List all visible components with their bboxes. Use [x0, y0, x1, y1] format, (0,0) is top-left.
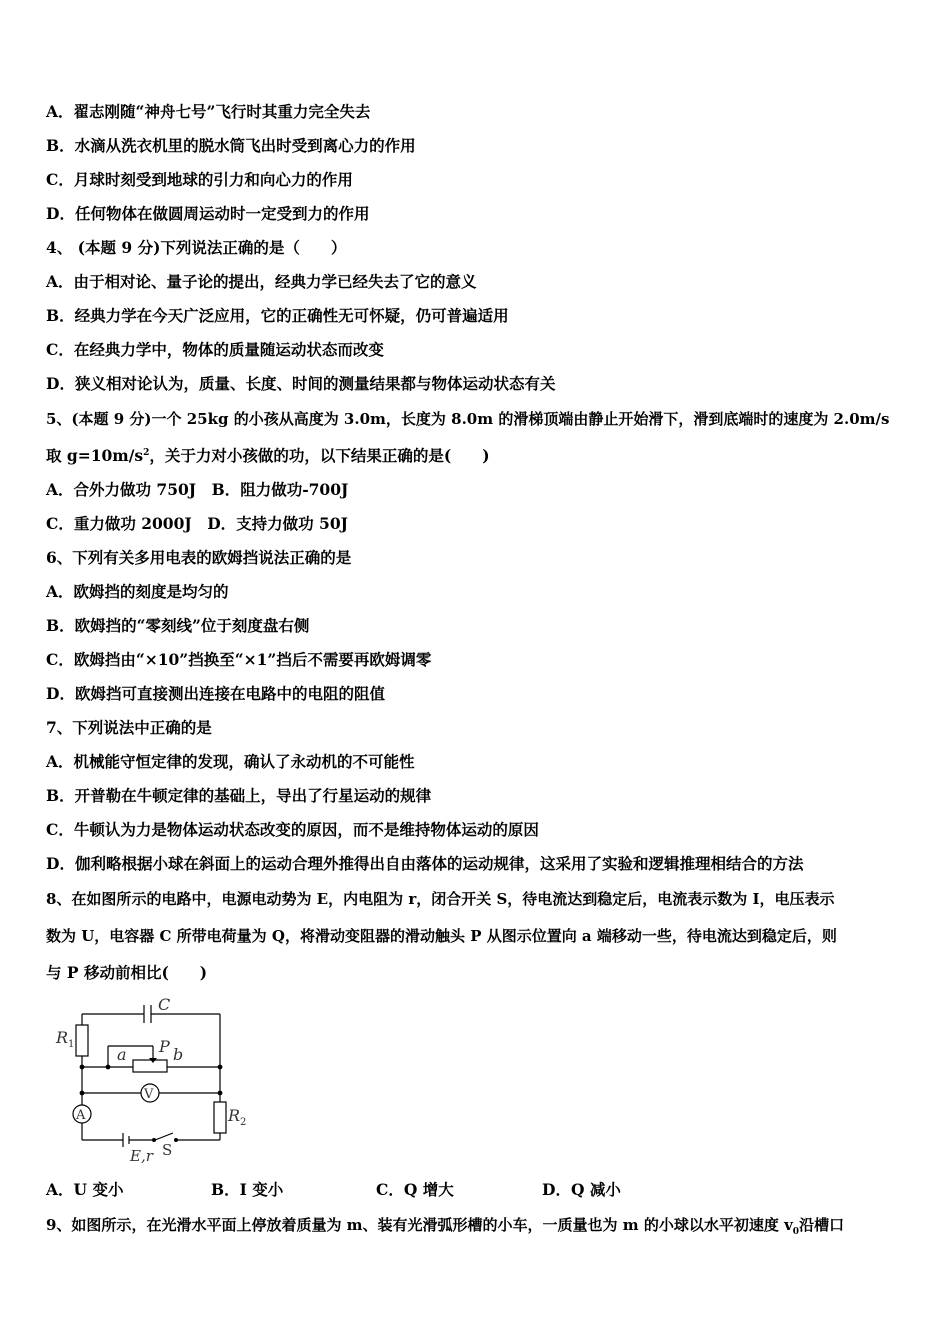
q5-options-cd: C．重力做功 2000J D．支持力做功 50J [46, 514, 348, 533]
q8-option-b: B．I 变小 [211, 1180, 284, 1199]
q8-stem-line3: 与 P 移动前相比( ) [46, 963, 208, 982]
q5-options-ab: A．合外力做功 750J B．阻力做功-700J [46, 480, 349, 499]
q7-option-a: A．机械能守恒定律的发现，确认了永动机的不可能性 [46, 752, 415, 771]
r1-label: $R_1$ [56, 1028, 75, 1050]
q8-stem-line2: 数为 U，电容器 C 所带电荷量为 Q，将滑动变阻器的滑动触头 P 从图示位置向 a 端移动一些，待电流达到稳定后，则 [46, 927, 837, 945]
q4-option-b: B．经典力学在今天广泛应用，它的正确性无可怀疑，仍可普遍适用 [46, 306, 509, 325]
q7-option-c: C．牛顿认为力是物体运动状态改变的原因，而不是维持物体运动的原因 [46, 820, 539, 839]
q3-option-d: D．任何物体在做圆周运动时一定受到力的作用 [46, 204, 370, 223]
q6-option-d: D．欧姆挡可直接测出连接在电路中的电阻的阻值 [46, 684, 385, 703]
q7-option-d: D．伽利略根据小球在斜面上的运动合理外推得出自由落体的运动规律，这采用了实验和逻辑推理相结合的方法 [46, 854, 804, 873]
q4-option-a: A．由于相对论、量子论的提出，经典力学已经失去了它的意义 [46, 272, 477, 291]
q6-option-a: A．欧姆挡的刻度是均匀的 [46, 582, 229, 601]
q5-stem-line2: 取 $g=10m/s^2$，关于力对小孩做的功，以下结果正确的是( ) [46, 446, 490, 465]
q8-option-d: D．Q 减小 [542, 1180, 621, 1199]
q7-option-b: B．开普勒在牛顿定律的基础上，导出了行星运动的规律 [46, 786, 432, 805]
q5-stem-line1: 5、(本题 9 分)一个 25kg 的小孩从高度为 3.0m，长度为 8.0m 的滑梯顶端由静止开始滑下，滑到底端时的速度为 2.0m/s [46, 410, 890, 428]
q8-option-a: A．U 变小 [46, 1180, 124, 1199]
q4-stem: 4、 (本题 9 分)下列说法正确的是（ ） [46, 238, 347, 257]
voltmeter-label: V [144, 1087, 154, 1102]
circuit-diagram [50, 990, 260, 1170]
terminal-b-label: b [173, 1045, 184, 1064]
q3-option-a: A．翟志刚随“神舟七号”飞行时其重力完全失去 [46, 102, 371, 121]
q8-stem-line1: 8、在如图所示的电路中，电源电动势为 E，内电阻为 r，闭合开关 S，待电流达到稳定后，电流表示数为 I，电压表示 [46, 890, 835, 908]
q3-option-b: B．水滴从洗衣机里的脱水筒飞出时受到离心力的作用 [46, 136, 416, 155]
q3-option-c: C．月球时刻受到地球的引力和向心力的作用 [46, 170, 353, 189]
capacitor-label: C [158, 995, 171, 1014]
ammeter-label: A [76, 1108, 86, 1123]
terminal-a-label: a [117, 1045, 127, 1064]
q7-stem: 7、下列说法中正确的是 [46, 718, 212, 737]
q4-option-d: D．狭义相对论认为，质量、长度、时间的测量结果都与物体运动状态有关 [46, 374, 556, 393]
q8-option-c: C．Q 增大 [376, 1180, 454, 1199]
switch-label: S [162, 1141, 173, 1159]
q6-option-b: B．欧姆挡的“零刻线”位于刻度盘右侧 [46, 616, 310, 635]
r2-label: $R_2$ [228, 1106, 247, 1128]
source-label: E,r [130, 1147, 153, 1165]
q6-option-c: C．欧姆挡由“×10”挡换至“×1”挡后不需要再欧姆调零 [46, 650, 432, 669]
slider-p-label: P [159, 1037, 170, 1056]
q6-stem: 6、下列有关多用电表的欧姆挡说法正确的是 [46, 548, 352, 567]
q4-option-c: C．在经典力学中，物体的质量随运动状态而改变 [46, 340, 384, 359]
q9-stem-line1: 9、如图所示，在光滑水平面上停放着质量为 m、装有光滑弧形槽的小车，一质量也为 m 的小球以水平初速度 $v_0$沿槽口 [46, 1216, 845, 1237]
